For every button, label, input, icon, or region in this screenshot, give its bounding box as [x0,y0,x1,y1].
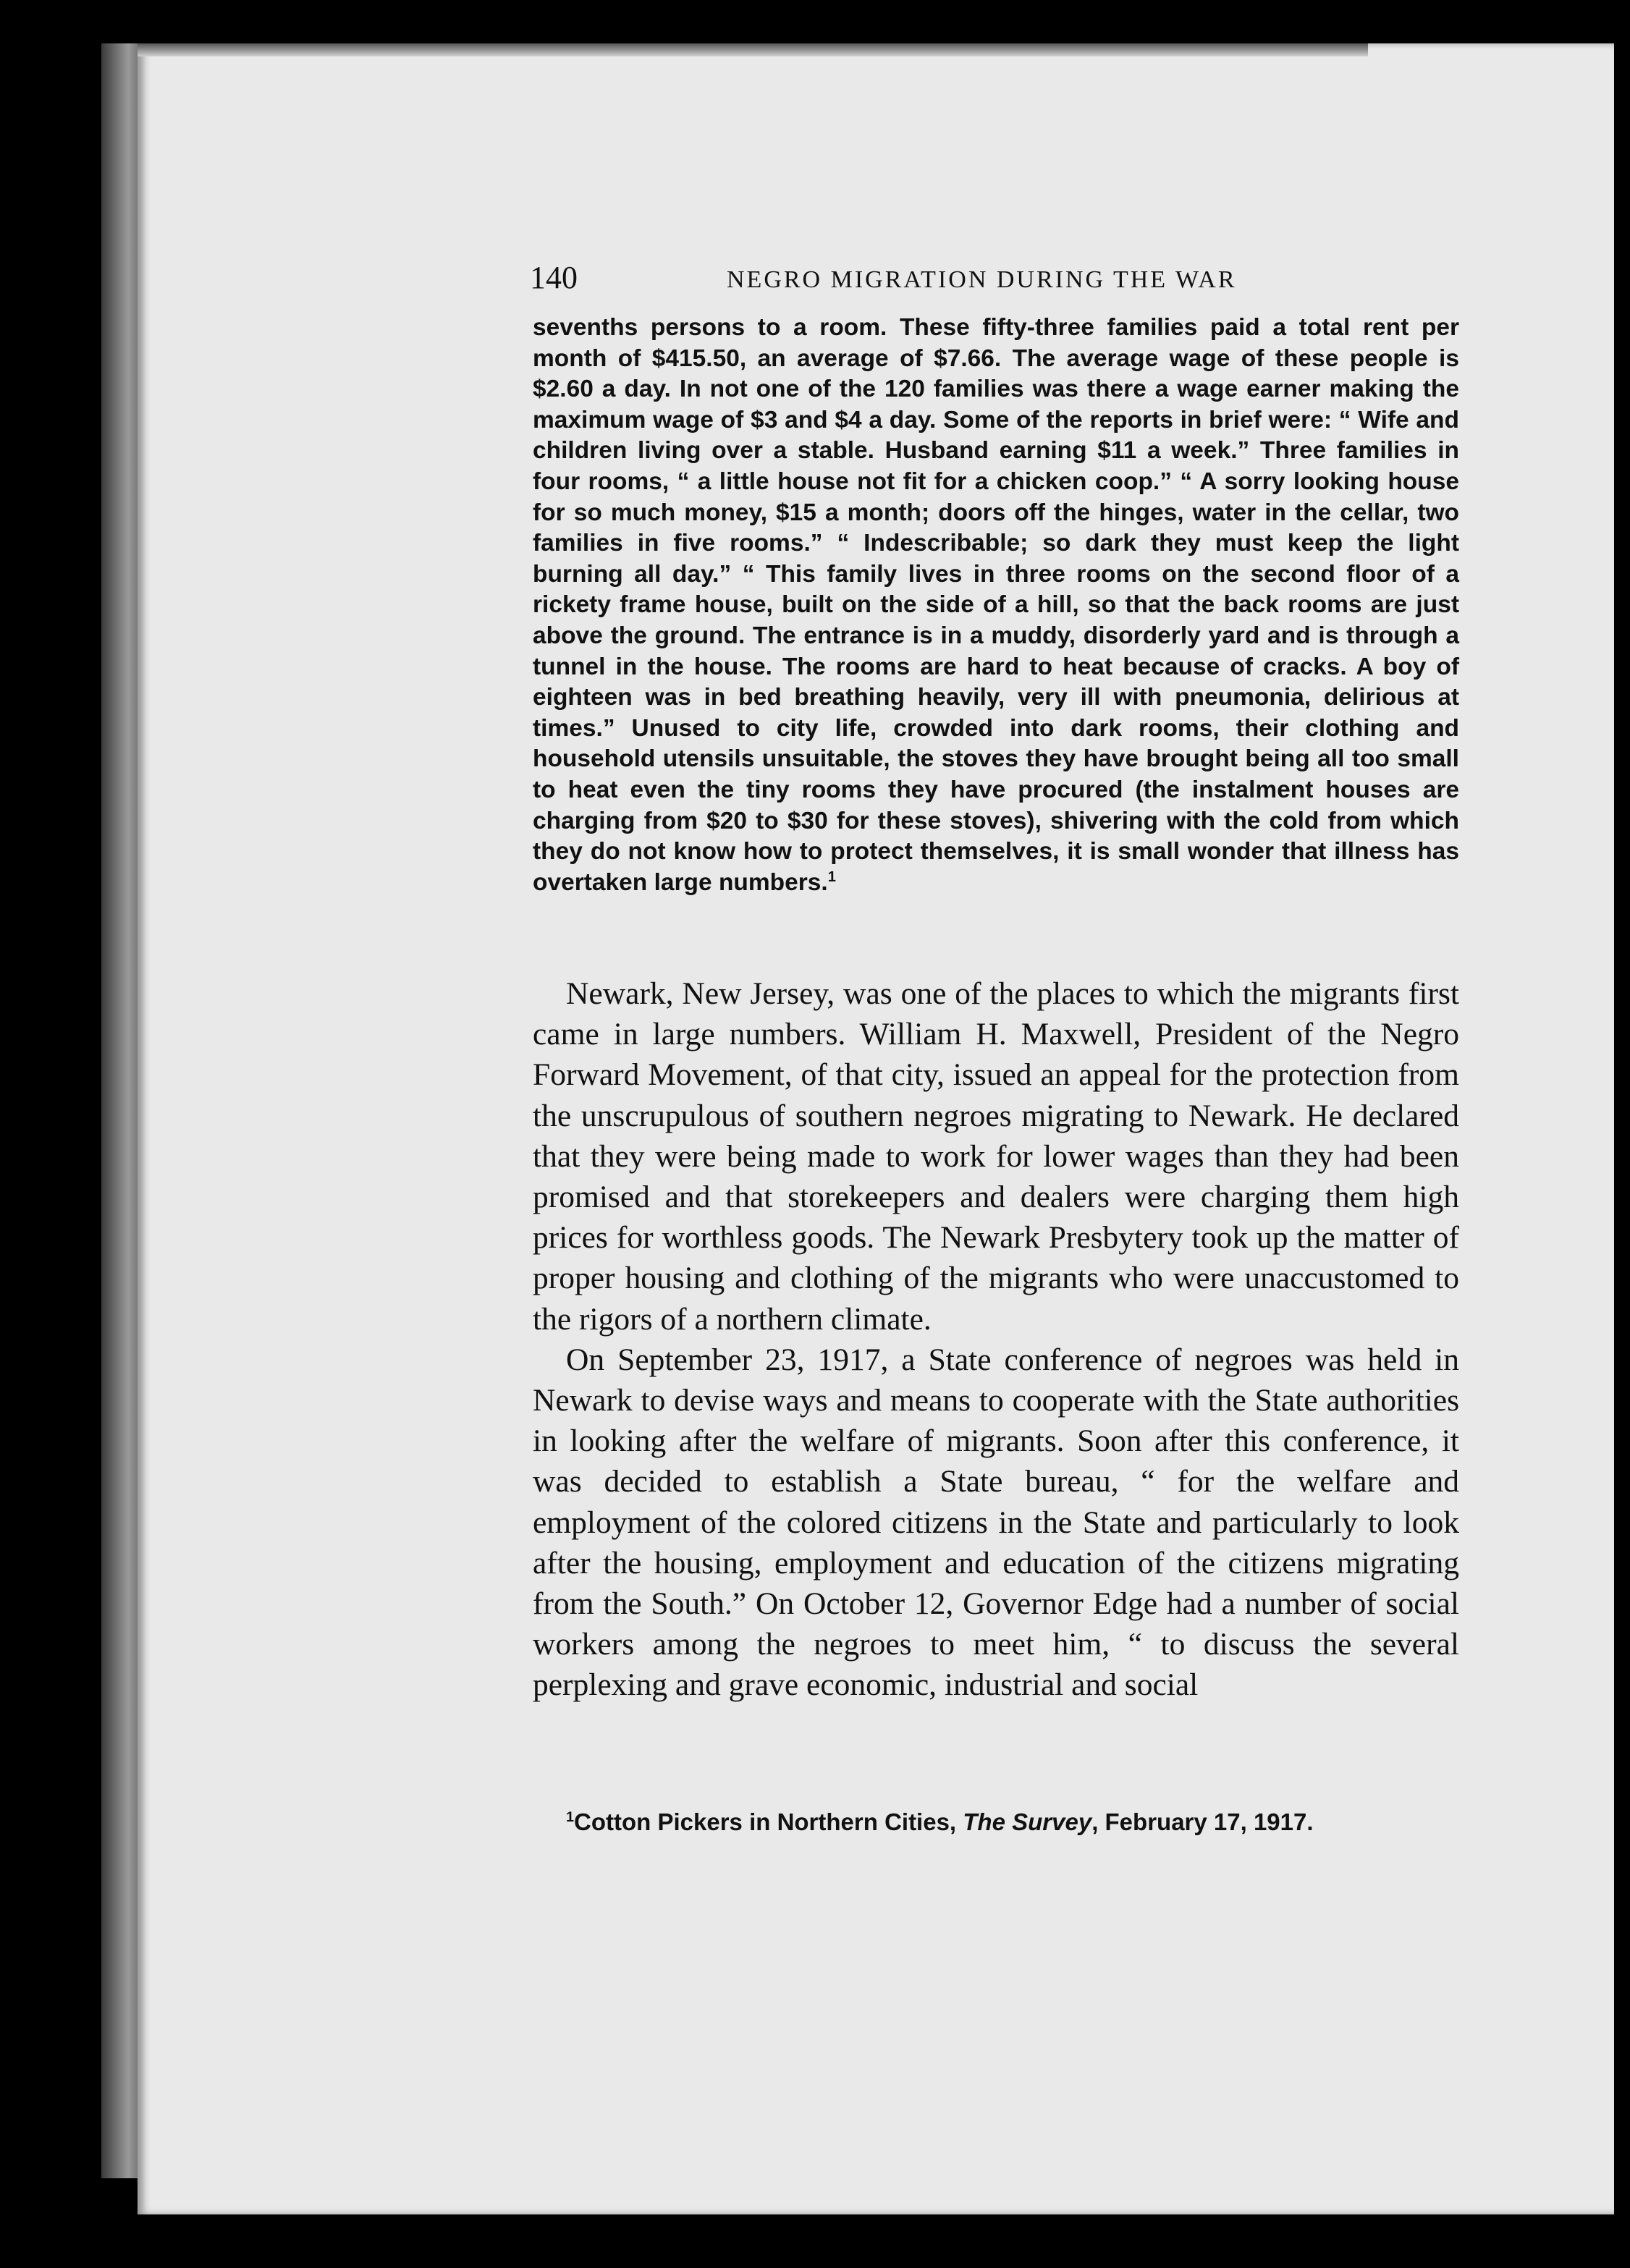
footnote-marker: 1 [566,1809,575,1825]
quoted-report-block [533,313,1459,898]
footnote-journal-title: The Survey [963,1808,1092,1835]
footnote-reference: 1 [827,868,836,885]
paragraph-newark: Newark, New Jersey, was one of the places to which the migrants first came in large numbers. William H. Maxwell, President of the Negro Forward Movement, of that city, issued an appeal for the protection from the unscrupulous of southern negroes migrating to Newark. He declared that they were being made to work for lower wages than they had been promised and that storekeepers and dealers were charging them high prices for worthless goods. The Newark Presbytery took up the matter of proper housing and clothing of the migrants who were unaccustomed to the rigors of a northern climate. [533,976,1459,1337]
paragraph-state-conference: On September 23, 1917, a State conference of negroes was held in Newark to devise ways and means to cooperate with the State authorities in looking after the welfare of migrants. Soon after this conference, it was decided to establish a State bureau, “ for the welfare and employment of the colored citizens in the State and particularly to look after the housing, employment and education of the citizens migrating from the South.” On October 12, Governor Edge had a number of social workers among the negroes to meet him, “ to discuss the several perplexing and grave economic, industrial and social [533,1342,1459,1703]
footnote-text-before: Cotton Pickers in Northern Cities, [574,1808,963,1835]
page-number: 140 [530,260,578,295]
quoted-report-text: sevenths persons to a room. These fifty-three families paid a total rent per month of $415.50, an average of $7.66. The average wage of these people is $2.60 a day. In not one of the 120 families was there a wage earner making the maximum wage of $3 and $4 a day. Some of the reports in brief were: “ Wife and children living over a stable. Husband earning $11 a week.” Three families in four rooms, “ a little house not fit for a chicken coop.” “ A sorry looking house for so much money, $15 a month; doors off the hinges, water in the cellar, two families in five rooms.” “ Indescribable; so dark they must keep the light burning all day.” “ This family lives in three rooms on the second floor of a rickety frame house, built on the side of a hill, so that the back rooms are just above the ground. The entrance is in a muddy, disorderly yard and is through a tunnel in the house. The rooms are hard to heat because of cracks. A boy of eighteen was in bed breathing heavily, very ill with pneumonia, delirious at times.” Unused to city life, crowded into dark rooms, their clothing and household utensils unsuitable, the stoves they have brought being all too small to heat even the tiny rooms they have procured (the instalment houses are charging from $20 to $30 for these stoves), shivering with the cold from which they do not know how to protect themselves, it is small wonder that illness has overtaken large numbers. [533,314,1459,896]
page-top-edge [138,43,1368,56]
footnote [566,1808,1471,1837]
body-text [533,973,1459,1706]
running-title: NEGRO MIGRATION DURING THE WAR [727,266,1237,293]
footnote-text-after: , February 17, 1917. [1091,1808,1314,1835]
page-header [530,259,1456,300]
